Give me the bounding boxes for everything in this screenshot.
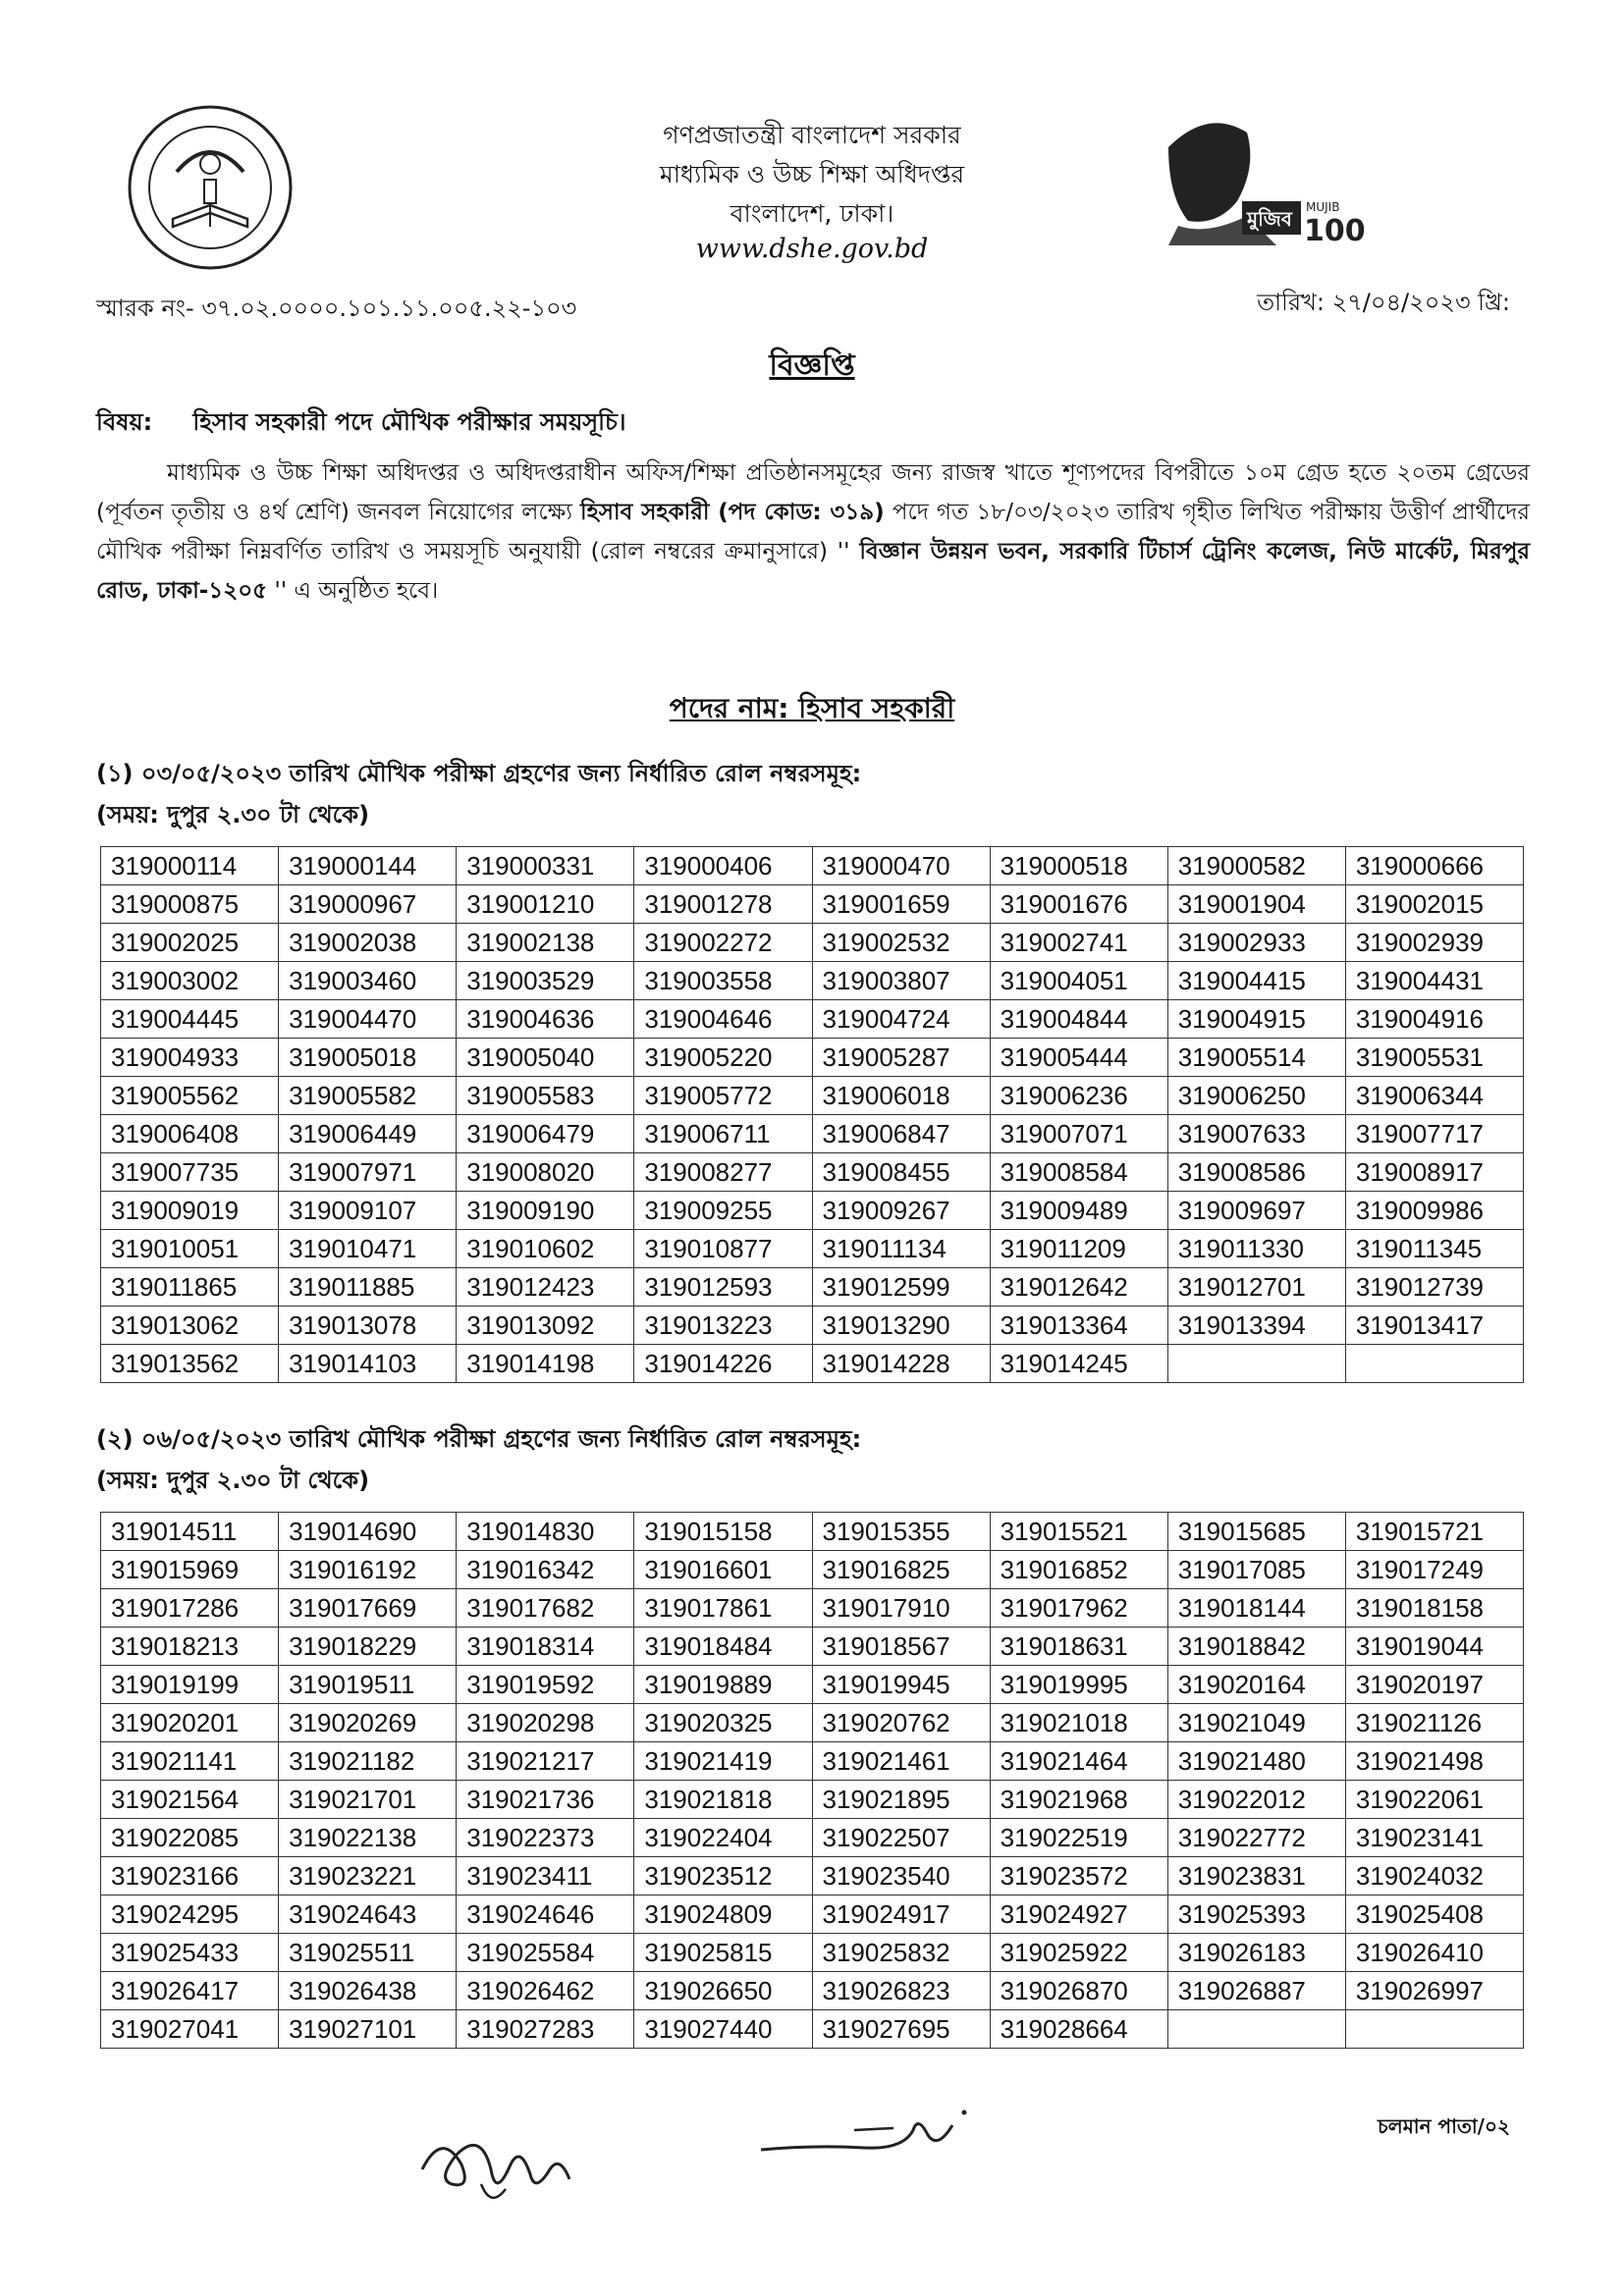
roll-number-cell: 319021126 (1345, 1704, 1523, 1742)
roll-number-cell: 319015521 (990, 1513, 1167, 1551)
roll-number-cell: 319016601 (634, 1551, 812, 1589)
roll-number-cell: 319018213 (101, 1628, 279, 1666)
roll-number-cell: 319018631 (990, 1628, 1167, 1666)
govt-name: গণপ্রজাতন্ত্রী বাংলাদেশ সরকার (663, 121, 961, 149)
roll-number-cell: 319013364 (990, 1307, 1167, 1345)
roll-number-cell: 319022373 (457, 1819, 634, 1857)
memo-number: স্মারক নং- ৩৭.০২.০০০০.১০১.১১.০০৫.২২-১০৩ (96, 294, 577, 322)
roll-number-cell: 319017669 (279, 1589, 457, 1628)
roll-number-cell: 319027041 (101, 2010, 279, 2049)
roll-number-cell: 319006847 (812, 1115, 990, 1153)
roll-number-cell: 319004933 (101, 1039, 279, 1077)
roll-number-cell: 319011134 (812, 1230, 990, 1268)
roll-number-cell: 319019945 (812, 1666, 990, 1704)
roll-number-cell: 319005287 (812, 1039, 990, 1077)
roll-number-cell: 319022085 (101, 1819, 279, 1857)
roll-number-cell: 319014511 (101, 1513, 279, 1551)
roll-number-cell: 319020762 (812, 1704, 990, 1742)
roll-number-cell: 319021464 (990, 1742, 1167, 1781)
roll-number-cell: 319009255 (634, 1192, 812, 1230)
roll-number-cell: 319023411 (457, 1857, 634, 1896)
table-row (101, 1230, 1524, 1268)
roll-number-cell: 319013062 (101, 1307, 279, 1345)
roll-number-cell: 319018484 (634, 1628, 812, 1666)
table-row (101, 1934, 1524, 1972)
roll-number-cell: 319002025 (101, 924, 279, 962)
roll-number-cell: 319004431 (1345, 962, 1523, 1000)
roll-number-cell: 319016342 (457, 1551, 634, 1589)
roll-number-cell: 319002138 (457, 924, 634, 962)
table-row (101, 1896, 1524, 1934)
roll-number-cell: 319024927 (990, 1896, 1167, 1934)
section-2-heading: (২) ০৬/০৫/২০২৩ তারিখ মৌখিক পরীক্ষা গ্রহণের জন্য নির্ধারিত রোল নম্বরসমূহ: (96, 1425, 862, 1453)
roll-number-cell: 319025584 (457, 1934, 634, 1972)
roll-number-cell: 319005220 (634, 1039, 812, 1077)
roll-number-cell: 319017962 (990, 1589, 1167, 1628)
roll-number-cell: 319002038 (279, 924, 457, 962)
roll-number-cell: 319019592 (457, 1666, 634, 1704)
roll-number-cell: 319005583 (457, 1077, 634, 1115)
roll-number-cell: 319014103 (279, 1345, 457, 1383)
roll-number-cell: 319011209 (990, 1230, 1167, 1268)
roll-number-cell: 319023831 (1167, 1857, 1345, 1896)
roll-number-cell: 319010051 (101, 1230, 279, 1268)
roll-number-cell: 319007971 (279, 1153, 457, 1192)
roll-number-cell: 319021419 (634, 1742, 812, 1781)
roll-number-cell: 319023572 (990, 1857, 1167, 1896)
roll-number-cell: 319003460 (279, 962, 457, 1000)
roll-number-cell: 319025832 (812, 1934, 990, 1972)
roll-number-cell: 319005018 (279, 1039, 457, 1077)
roll-number-cell (1167, 1345, 1345, 1383)
roll-number-cell: 319016852 (990, 1551, 1167, 1589)
roll-number-cell: 319025511 (279, 1934, 457, 1972)
roll-number-cell: 319019889 (634, 1666, 812, 1704)
roll-number-cell: 319021968 (990, 1781, 1167, 1819)
roll-number-cell: 319012642 (990, 1268, 1167, 1307)
roll-number-cell: 319019511 (279, 1666, 457, 1704)
roll-number-cell: 319021182 (279, 1742, 457, 1781)
roll-number-cell: 319012423 (457, 1268, 634, 1307)
table-row (101, 847, 1524, 885)
table-row (101, 1704, 1524, 1742)
roll-number-cell: 319014198 (457, 1345, 634, 1383)
roll-number-cell: 319004051 (990, 962, 1167, 1000)
roll-number-cell: 319001659 (812, 885, 990, 924)
roll-number-cell: 319004646 (634, 1000, 812, 1039)
roll-number-cell: 319023166 (101, 1857, 279, 1896)
roll-number-cell: 319021498 (1345, 1742, 1523, 1781)
table-row (101, 1781, 1524, 1819)
roll-number-cell: 319021141 (101, 1742, 279, 1781)
roll-number-cell: 319011330 (1167, 1230, 1345, 1268)
roll-number-cell: 319008020 (457, 1153, 634, 1192)
roll-number-cell: 319021701 (279, 1781, 457, 1819)
website-link[interactable]: www.dshe.gov.bd (695, 234, 929, 264)
roll-number-cell: 319014245 (990, 1345, 1167, 1383)
roll-number-cell: 319013092 (457, 1307, 634, 1345)
roll-number-cell: 319015685 (1167, 1513, 1345, 1551)
roll-number-cell: 319004916 (1345, 1000, 1523, 1039)
roll-number-cell: 319006711 (634, 1115, 812, 1153)
roll-number-cell: 319021461 (812, 1742, 990, 1781)
roll-number-cell: 319009107 (279, 1192, 457, 1230)
roll-number-cell: 319020325 (634, 1704, 812, 1742)
roll-number-cell: 319001278 (634, 885, 812, 924)
roll-number-cell: 319014226 (634, 1345, 812, 1383)
roll-number-cell: 319004636 (457, 1000, 634, 1039)
roll-number-cell: 319012593 (634, 1268, 812, 1307)
roll-number-cell: 319024646 (457, 1896, 634, 1934)
roll-number-cell: 319003529 (457, 962, 634, 1000)
roll-number-cell: 319017682 (457, 1589, 634, 1628)
roll-number-cell: 319009489 (990, 1192, 1167, 1230)
roll-number-cell: 319026417 (101, 1972, 279, 2010)
roll-number-cell: 319013223 (634, 1307, 812, 1345)
roll-number-cell: 319017085 (1167, 1551, 1345, 1589)
signature-2 (756, 2091, 982, 2169)
roll-number-cell: 319024917 (812, 1896, 990, 1934)
roll-number-cell: 319021480 (1167, 1742, 1345, 1781)
roll-number-cell: 319026997 (1345, 1972, 1523, 2010)
mujib-100-logo (1149, 108, 1394, 255)
roll-number-cell: 319005772 (634, 1077, 812, 1115)
table-row (101, 1192, 1524, 1230)
subject-label: বিষয়: (96, 408, 153, 436)
roll-number-cell: 319021818 (634, 1781, 812, 1819)
table-row (101, 1115, 1524, 1153)
roll-number-cell: 319023540 (812, 1857, 990, 1896)
roll-number-cell: 319013417 (1345, 1307, 1523, 1345)
roll-number-cell: 319010471 (279, 1230, 457, 1268)
roll-number-cell: 319019044 (1345, 1628, 1523, 1666)
roll-number-cell: 319015355 (812, 1513, 990, 1551)
roll-number-cell: 319024032 (1345, 1857, 1523, 1896)
roll-number-cell: 319000875 (101, 885, 279, 924)
roll-number-cell: 319000518 (990, 847, 1167, 885)
roll-number-cell: 319015158 (634, 1513, 812, 1551)
roll-number-cell: 319021049 (1167, 1704, 1345, 1742)
roll-number-cell: 319026410 (1345, 1934, 1523, 1972)
roll-number-cell: 319000666 (1345, 847, 1523, 885)
roll-number-cell: 319018229 (279, 1628, 457, 1666)
roll-number-cell: 319004844 (990, 1000, 1167, 1039)
table-row (101, 1307, 1524, 1345)
roll-number-cell: 319003558 (634, 962, 812, 1000)
roll-number-cell: 319022012 (1167, 1781, 1345, 1819)
roll-number-cell: 319006479 (457, 1115, 634, 1153)
roll-number-cell: 319001676 (990, 885, 1167, 924)
table-row (101, 1345, 1524, 1383)
roll-number-cell: 319004415 (1167, 962, 1345, 1000)
table-row (101, 1077, 1524, 1115)
table-row (101, 2010, 1524, 2049)
roll-number-cell: 319010877 (634, 1230, 812, 1268)
roll-number-cell: 319002939 (1345, 924, 1523, 962)
table-row (101, 1513, 1524, 1551)
roll-number-cell: 319013562 (101, 1345, 279, 1383)
roll-number-cell: 319017249 (1345, 1551, 1523, 1589)
roll-number-cell: 319027101 (279, 2010, 457, 2049)
roll-number-cell: 319028664 (990, 2010, 1167, 2049)
roll-number-cell: 319022772 (1167, 1819, 1345, 1857)
roll-number-cell: 319006408 (101, 1115, 279, 1153)
roll-number-cell: 319018314 (457, 1628, 634, 1666)
roll-number-cell: 319018567 (812, 1628, 990, 1666)
roll-number-cell: 319020164 (1167, 1666, 1345, 1704)
roll-number-cell: 319000406 (634, 847, 812, 885)
roll-number-cell: 319026823 (812, 1972, 990, 2010)
roll-number-cell: 319019199 (101, 1666, 279, 1704)
roll-number-cell: 319016192 (279, 1551, 457, 1589)
roll-number-cell: 319025922 (990, 1934, 1167, 1972)
roll-number-cell: 319007735 (101, 1153, 279, 1192)
roll-number-cell: 319007717 (1345, 1115, 1523, 1153)
roll-number-cell: 319026870 (990, 1972, 1167, 2010)
roll-number-cell: 319026887 (1167, 1972, 1345, 2010)
roll-number-cell: 319014228 (812, 1345, 990, 1383)
roll-number-cell: 319006250 (1167, 1077, 1345, 1115)
roll-number-cell: 319020269 (279, 1704, 457, 1742)
roll-number-cell: 319007633 (1167, 1115, 1345, 1153)
roll-number-cell (1345, 1345, 1523, 1383)
roll-number-cell: 319002741 (990, 924, 1167, 962)
roll-number-cell: 319000331 (457, 847, 634, 885)
roll-number-cell: 319021736 (457, 1781, 634, 1819)
roll-number-cell: 319009019 (101, 1192, 279, 1230)
roll-number-cell: 319000144 (279, 847, 457, 885)
section-1-time: (সময়: দুপুর ২.৩০ টা থেকে) (96, 801, 370, 828)
roll-number-cell: 319005040 (457, 1039, 634, 1077)
roll-number-cell: 319008917 (1345, 1153, 1523, 1192)
paragraph-part-3: '' এ অনুষ্ঠিত হবে। (274, 578, 439, 604)
paragraph-part-1: মাধ্যমিক ও উচ্চ শিক্ষা অধিদপ্তর ও অধিদপ্তরাধীন অফিস/শিক্ষা প্রতিষ্ঠানসমূহের জন্য রাজস্ব খাতে শূণ্যপদের বিপরীতে ১০ম গ্রেড হতে ২০তম গ্রেডের (পূর্বতন তৃতীয় ও ৪র্থ শ্রেণি) জনবল নিয়োগের লক্ষ্যে (96, 460, 1530, 525)
roll-number-cell: 319012739 (1345, 1268, 1523, 1307)
roll-number-cell: 319003002 (101, 962, 279, 1000)
roll-number-cell (1167, 2010, 1345, 2049)
roll-number-cell: 319005562 (101, 1077, 279, 1115)
section-2-time: (সময়: দুপুর ২.৩০ টা থেকে) (96, 1467, 370, 1494)
roll-number-cell: 319024809 (634, 1896, 812, 1934)
table-row (101, 1972, 1524, 2010)
roll-number-cell: 319023512 (634, 1857, 812, 1896)
roll-number-cell: 319002532 (812, 924, 990, 962)
roll-number-cell: 319013290 (812, 1307, 990, 1345)
table-row (101, 1742, 1524, 1781)
roll-number-cell: 319026462 (457, 1972, 634, 2010)
roll-number-cell: 319014690 (279, 1513, 457, 1551)
roll-number-cell: 319015721 (1345, 1513, 1523, 1551)
roll-number-cell: 319021895 (812, 1781, 990, 1819)
roll-number-cell: 319024295 (101, 1896, 279, 1934)
roll-number-cell: 319026438 (279, 1972, 457, 2010)
table-row (101, 924, 1524, 962)
roll-number-cell: 319018158 (1345, 1589, 1523, 1628)
roll-number-cell: 319012701 (1167, 1268, 1345, 1307)
roll-number-cell: 319009697 (1167, 1192, 1345, 1230)
table-row (101, 1551, 1524, 1589)
roll-number-cell: 319008277 (634, 1153, 812, 1192)
roll-number-cell: 319001904 (1167, 885, 1345, 924)
roll-number-cell: 319025393 (1167, 1896, 1345, 1934)
roll-number-cell: 319021217 (457, 1742, 634, 1781)
roll-number-cell: 319001210 (457, 885, 634, 924)
table-row (101, 1819, 1524, 1857)
roll-number-cell: 319002272 (634, 924, 812, 962)
notice-title: বিজ্ঞপ্তি (769, 348, 855, 383)
roll-number-cell: 319022138 (279, 1819, 457, 1857)
roll-number-cell: 319011885 (279, 1268, 457, 1307)
roll-number-cell: 319000967 (279, 885, 457, 924)
table-row (101, 1628, 1524, 1666)
roll-number-cell: 319020201 (101, 1704, 279, 1742)
roll-number-cell: 319023141 (1345, 1819, 1523, 1857)
mujib-logo-number: 100 (1304, 214, 1366, 248)
roll-number-cell: 319004915 (1167, 1000, 1345, 1039)
table-row (101, 1153, 1524, 1192)
roll-number-cell: 319007071 (990, 1115, 1167, 1153)
roll-number-cell: 319025815 (634, 1934, 812, 1972)
roll-number-cell: 319018842 (1167, 1628, 1345, 1666)
roll-number-cell: 319017286 (101, 1589, 279, 1628)
table-row (101, 1000, 1524, 1039)
roll-number-cell: 319009267 (812, 1192, 990, 1230)
roll-number-cell: 319005514 (1167, 1039, 1345, 1077)
section-1-heading: (১) ০৩/০৫/২০২৩ তারিখ মৌখিক পরীক্ষা গ্রহণের জন্য নির্ধারিত রোল নম্বরসমূহ: (96, 760, 862, 787)
post-title: পদের নাম: হিসাব সহকারী (669, 692, 955, 724)
roll-number-cell: 319014830 (457, 1513, 634, 1551)
roll-number-cell: 319021564 (101, 1781, 279, 1819)
continued-page-note: চলমান পাতা/০২ (1378, 2114, 1510, 2138)
table-row (101, 1857, 1524, 1896)
roll-number-cell (1345, 2010, 1523, 2049)
roll-number-cell: 319020197 (1345, 1666, 1523, 1704)
mujib-logo-text: মুজিব (1247, 207, 1292, 231)
location: বাংলাদেশ, ঢাকা। (730, 199, 894, 228)
roll-number-cell: 319025408 (1345, 1896, 1523, 1934)
roll-number-cell: 319000114 (101, 847, 279, 885)
roll-table-section-2 (100, 1512, 1524, 2049)
roll-number-cell: 319022061 (1345, 1781, 1523, 1819)
signature-1 (412, 2110, 589, 2218)
roll-number-cell: 319006018 (812, 1077, 990, 1115)
roll-number-cell: 319026183 (1167, 1934, 1345, 1972)
table-row (101, 1589, 1524, 1628)
table-row (101, 1666, 1524, 1704)
roll-number-cell: 319011345 (1345, 1230, 1523, 1268)
roll-number-cell: 319009986 (1345, 1192, 1523, 1230)
roll-number-cell: 319020298 (457, 1704, 634, 1742)
roll-number-cell: 319012599 (812, 1268, 990, 1307)
roll-number-cell: 319005582 (279, 1077, 457, 1115)
roll-number-cell: 319013394 (1167, 1307, 1345, 1345)
roll-number-cell: 319013078 (279, 1307, 457, 1345)
roll-number-cell: 319005444 (990, 1039, 1167, 1077)
roll-number-cell: 319002015 (1345, 885, 1523, 924)
roll-number-cell: 319015969 (101, 1551, 279, 1589)
roll-number-cell: 319018144 (1167, 1589, 1345, 1628)
roll-number-cell: 319009190 (457, 1192, 634, 1230)
roll-number-cell: 319019995 (990, 1666, 1167, 1704)
roll-number-cell: 319017910 (812, 1589, 990, 1628)
roll-number-cell: 319008455 (812, 1153, 990, 1192)
roll-number-cell: 319003807 (812, 962, 990, 1000)
roll-number-cell: 319008584 (990, 1153, 1167, 1192)
issue-date: তারিখ: ২৭/০৪/২০২৩ খ্রি: (1257, 289, 1510, 316)
roll-number-cell: 319024643 (279, 1896, 457, 1934)
mujib-logo-latin: MUJIB (1306, 200, 1340, 214)
subject-line (96, 404, 626, 444)
paragraph-part-2: পদে গত ১৮/০৩/২০২৩ তারিখ গৃহীত লিখিত পরীক্ষায় উত্তীর্ণ প্রার্থীদের মৌখিক পরীক্ষা নিম্নবর্ণিত তারিখ ও সময়সূচি অনুযায়ী (রোল নম্বরের ক্রমানুসারে) '' (96, 500, 1531, 564)
roll-number-cell: 319022507 (812, 1819, 990, 1857)
table-row (101, 1039, 1524, 1077)
venue-bold: বিজ্ঞান উন্নয়ন ভবন, সরকারি টিচার্স ট্রেনিং কলেজ, নিউ মার্কেট, মিরপুর রোড, ঢাকা-১২০৫ (96, 539, 1531, 604)
roll-number-cell: 319027283 (457, 2010, 634, 2049)
table-row (101, 962, 1524, 1000)
subject-text: হিসাব সহকারী পদে মৌখিক পরীক্ষার সময়সূচি। (192, 408, 626, 436)
roll-number-cell: 319000582 (1167, 847, 1345, 885)
roll-number-cell: 319005531 (1345, 1039, 1523, 1077)
roll-number-cell: 319023221 (279, 1857, 457, 1896)
roll-table-section-1 (100, 846, 1524, 1383)
post-code-bold: হিসাব সহকারী (পদ কোড: ৩১৯) (580, 500, 885, 525)
roll-number-cell: 319026650 (634, 1972, 812, 2010)
roll-number-cell: 319004724 (812, 1000, 990, 1039)
roll-number-cell: 319006449 (279, 1115, 457, 1153)
roll-number-cell: 319022404 (634, 1819, 812, 1857)
roll-number-cell: 319025433 (101, 1934, 279, 1972)
roll-number-cell: 319006344 (1345, 1077, 1523, 1115)
roll-number-cell: 319011865 (101, 1268, 279, 1307)
roll-number-cell: 319017861 (634, 1589, 812, 1628)
roll-number-cell: 319021018 (990, 1704, 1167, 1742)
directorate-name: মাধ্যমিক ও উচ্চ শিক্ষা অধিদপ্তর (659, 160, 965, 188)
roll-number-cell: 319004445 (101, 1000, 279, 1039)
table-row (101, 885, 1524, 924)
roll-number-cell: 319004470 (279, 1000, 457, 1039)
roll-number-cell: 319000470 (812, 847, 990, 885)
notice-paragraph (96, 454, 1530, 611)
roll-number-cell: 319027695 (812, 2010, 990, 2049)
roll-number-cell: 319002933 (1167, 924, 1345, 962)
roll-number-cell: 319016825 (812, 1551, 990, 1589)
roll-number-cell: 319010602 (457, 1230, 634, 1268)
roll-number-cell: 319006236 (990, 1077, 1167, 1115)
roll-number-cell: 319008586 (1167, 1153, 1345, 1192)
roll-number-cell: 319022519 (990, 1819, 1167, 1857)
table-row (101, 1268, 1524, 1307)
roll-number-cell: 319027440 (634, 2010, 812, 2049)
